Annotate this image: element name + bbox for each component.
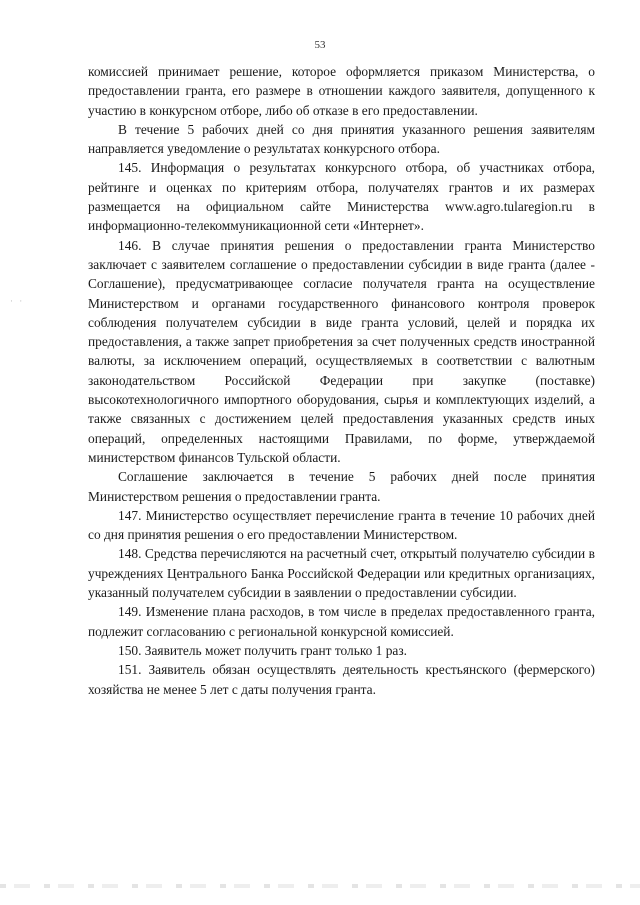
paragraph-147: 147. Министерство осуществляет перечисление гранта в течение 10 рабочих дней со дня принятия решения о его предоставлении Министерством.: [88, 507, 595, 543]
page-number: 53: [314, 39, 326, 51]
paragraph-145: 145. Информация о результатах конкурсного отбора, об участниках отбора, рейтинге и оценках по критериям отбора, получателях грантов и их размерах размещается на официальном сайте Министерства www.agro.tularegion.ru в информационно-телекоммуникационной сети «Интернет».: [88, 160, 595, 234]
scan-artifact: · ·: [10, 296, 25, 306]
paragraph-151: 151. Заявитель обязан осуществлять деятельность крестьянского (фермерского) хозяйства не менее 5 лет с даты получения гранта.: [88, 662, 595, 697]
paragraph-continuation: комиссией принимает решение, которое оформляется приказом Министерства, о предоставлении гранта, его размере в отношении каждого заявителя, допущенного к участию в конкурсном отборе, либо об отказе в его предоставлении.: [88, 64, 595, 118]
paragraph-150: 150. Заявитель может получить грант только 1 раз.: [118, 642, 408, 658]
scan-edge-artifact: [0, 884, 640, 888]
paragraph-146: 146. В случае принятия решения о предоставлении гранта Министерство заключает с заявителем соглашение о предоставлении субсидии в виде гранта (далее - Соглашение), предусматривающее согласие получателя гранта на осуществление Министерством и органами государственного финансового контроля проверок соблюдения получателем субсидии в виде гранта условий, целей и порядка их предоставления, а также запрет приобретения за счет полученных средств иностранной валюты, за исключением операций, осуществляемых в соответствии с валютным законодательством Российской Федерации при закупке (поставке) высокотехнологичного импортного оборудования, сырья и комплектующих изделий, а также связанных с достижением целей предоставления указанных средств иных операций, определенных настоящими Правилами, по форме, утверждаемой министерством финансов Тульской области.: [88, 237, 595, 465]
paragraph-agreement: Соглашение заключается в течение 5 рабочих дней после принятия Министерством решения о предоставлении гранта.: [88, 469, 595, 504]
paragraph-notification: В течение 5 рабочих дней со дня принятия указанного решения заявителям направляется уведомление о результатах конкурсного отбора.: [88, 121, 595, 157]
paragraph-148: 148. Средства перечисляются на расчетный счет, открытый получателю субсидии в учреждениях Центрального Банка Российской Федерации или кредитных организациях, указанный получателем субсидии в заявлении о предоставлении субсидии.: [88, 546, 595, 601]
paragraph-149: 149. Изменение плана расходов, в том числе в пределах предоставленного гранта, подлежит согласованию с региональной конкурсной комиссией.: [88, 604, 595, 639]
document-body: [88, 62, 595, 699]
